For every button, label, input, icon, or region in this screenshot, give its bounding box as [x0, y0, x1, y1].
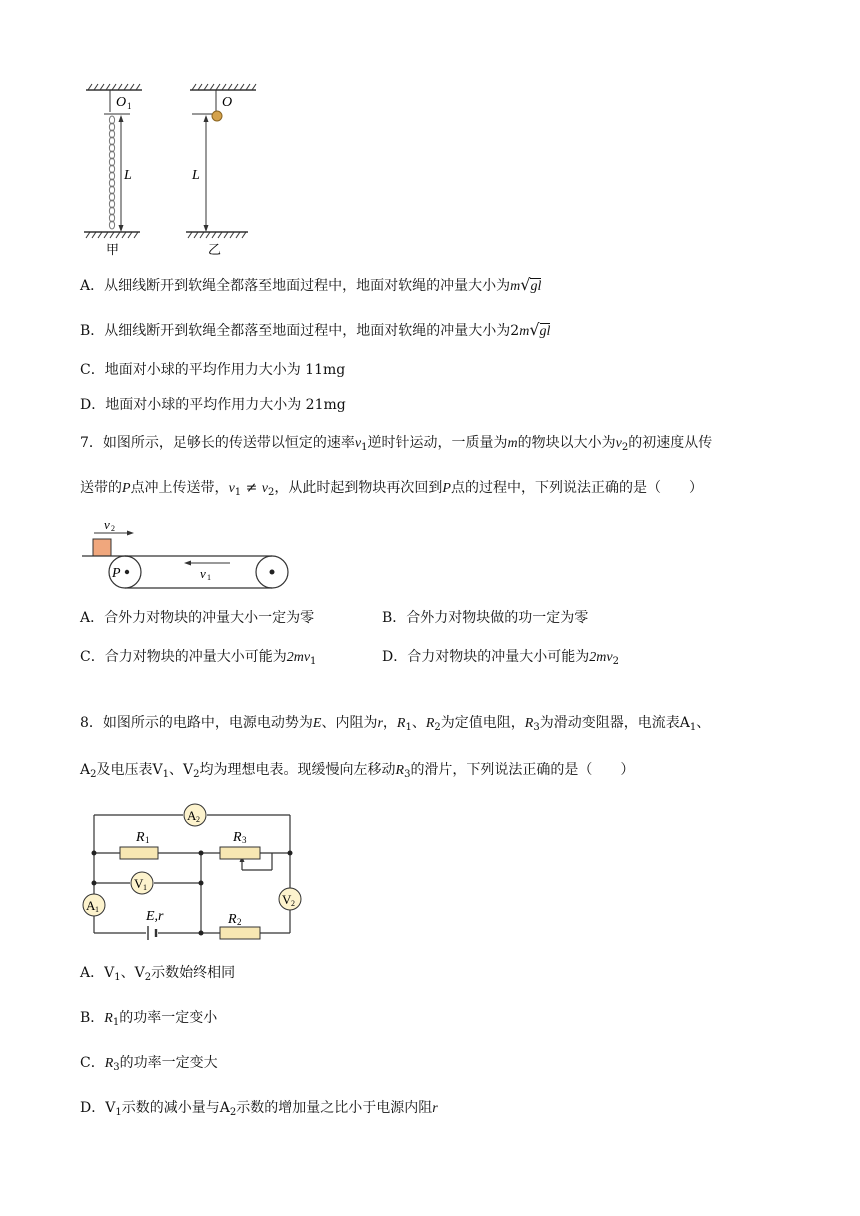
svg-text:3: 3 — [242, 835, 247, 845]
label-R2: R — [228, 912, 237, 927]
q8-stem-line2: $A_2$及电压表$V_1$、$V_2$均为理想电表。现缓慢向左移动$R_3$的滑片，下列说法正确的是（ ） — [80, 762, 635, 780]
q6-option-a: A．从细线断开到软绳全都落至地面过程中，地面对软绳的冲量大小为m√gl — [80, 275, 542, 294]
pivot-label-O1: O — [116, 95, 127, 110]
pivot-label-O: O — [222, 95, 233, 110]
svg-text:1: 1 — [207, 573, 211, 582]
q8-option-c: C．$R_3$的功率一定变大 — [80, 1055, 218, 1073]
rope-ball-figure — [80, 82, 280, 258]
svg-text:2: 2 — [291, 899, 295, 908]
resistor-R2 — [220, 927, 260, 939]
length-label-right: L — [192, 168, 200, 183]
label-Er: E,r — [146, 909, 164, 924]
chain-links — [109, 116, 114, 229]
svg-text:1: 1 — [95, 905, 99, 914]
q8-stem-line1: 8．如图所示的电路中，电源电动势为E、内阻为r，$R_1$、$R_2$为定值电阻，$R_3$为滑动变阻器，电流表$A_1$、 — [80, 715, 711, 733]
q7-option-c: C．合力对物块的冲量大小可能为$2mv_1$ — [80, 649, 317, 667]
label-R1: R — [136, 830, 145, 845]
circuit-figure — [78, 796, 306, 948]
v1-label: v — [200, 566, 206, 581]
svg-text:2: 2 — [111, 524, 115, 533]
v2-label: v — [104, 517, 110, 532]
svg-text:1: 1 — [143, 883, 147, 892]
point-P-label: P — [112, 566, 121, 581]
q8-option-b: B．$R_1$的功率一定变小 — [80, 1010, 218, 1028]
q6-option-b: B．从细线断开到软绳全都落至地面过程中，地面对软绳的冲量大小为2m√gl — [80, 320, 551, 339]
svg-text:1: 1 — [127, 101, 132, 111]
ball-icon — [212, 111, 222, 121]
q7-stem-line2: 送带的P点冲上传送带，$v_1 \ne v_2$，从此时起到物块再次回到P点的过程中，下列说法正确的是（ ） — [80, 480, 703, 498]
resistor-R3 — [220, 847, 260, 859]
length-label-left: L — [124, 168, 132, 183]
label-R3: R — [233, 830, 242, 845]
block-icon — [93, 539, 111, 556]
svg-text:V: V — [282, 892, 292, 907]
q8-option-a: A．$V_1$、$V_2$示数始终相同 — [80, 965, 236, 983]
q7-option-d: D．合力对物块的冲量大小可能为$2mv_2$ — [382, 649, 619, 667]
svg-text:2: 2 — [196, 815, 200, 824]
conveyor-belt-figure — [80, 514, 300, 592]
q8-option-d: D．$V_1$示数的减小量与$A_2$示数的增加量之比小于电源内阻r — [80, 1100, 438, 1118]
caption-yi: 乙 — [208, 243, 222, 258]
q6-option-c: C．地面对小球的平均作用力大小为 11mg — [80, 362, 346, 378]
q7-option-a: A．合外力对物块的冲量大小一定为零 — [80, 610, 315, 626]
svg-text:1: 1 — [145, 835, 150, 845]
q7-option-b: B．合外力对物块做的功一定为零 — [382, 610, 589, 626]
q7-stem-line1: 7．如图所示，足够长的传送带以恒定的速率$v_1$逆时针运动，一质量为m的物块以大小为$v_2$的初速度从传 — [80, 435, 713, 453]
svg-text:A: A — [187, 808, 197, 823]
resistor-R1 — [120, 847, 158, 859]
caption-jia: 甲 — [106, 243, 120, 258]
svg-text:V: V — [134, 876, 144, 891]
svg-text:2: 2 — [237, 917, 242, 927]
svg-text:A: A — [86, 898, 96, 913]
q6-option-d: D．地面对小球的平均作用力大小为 21mg — [80, 397, 346, 413]
